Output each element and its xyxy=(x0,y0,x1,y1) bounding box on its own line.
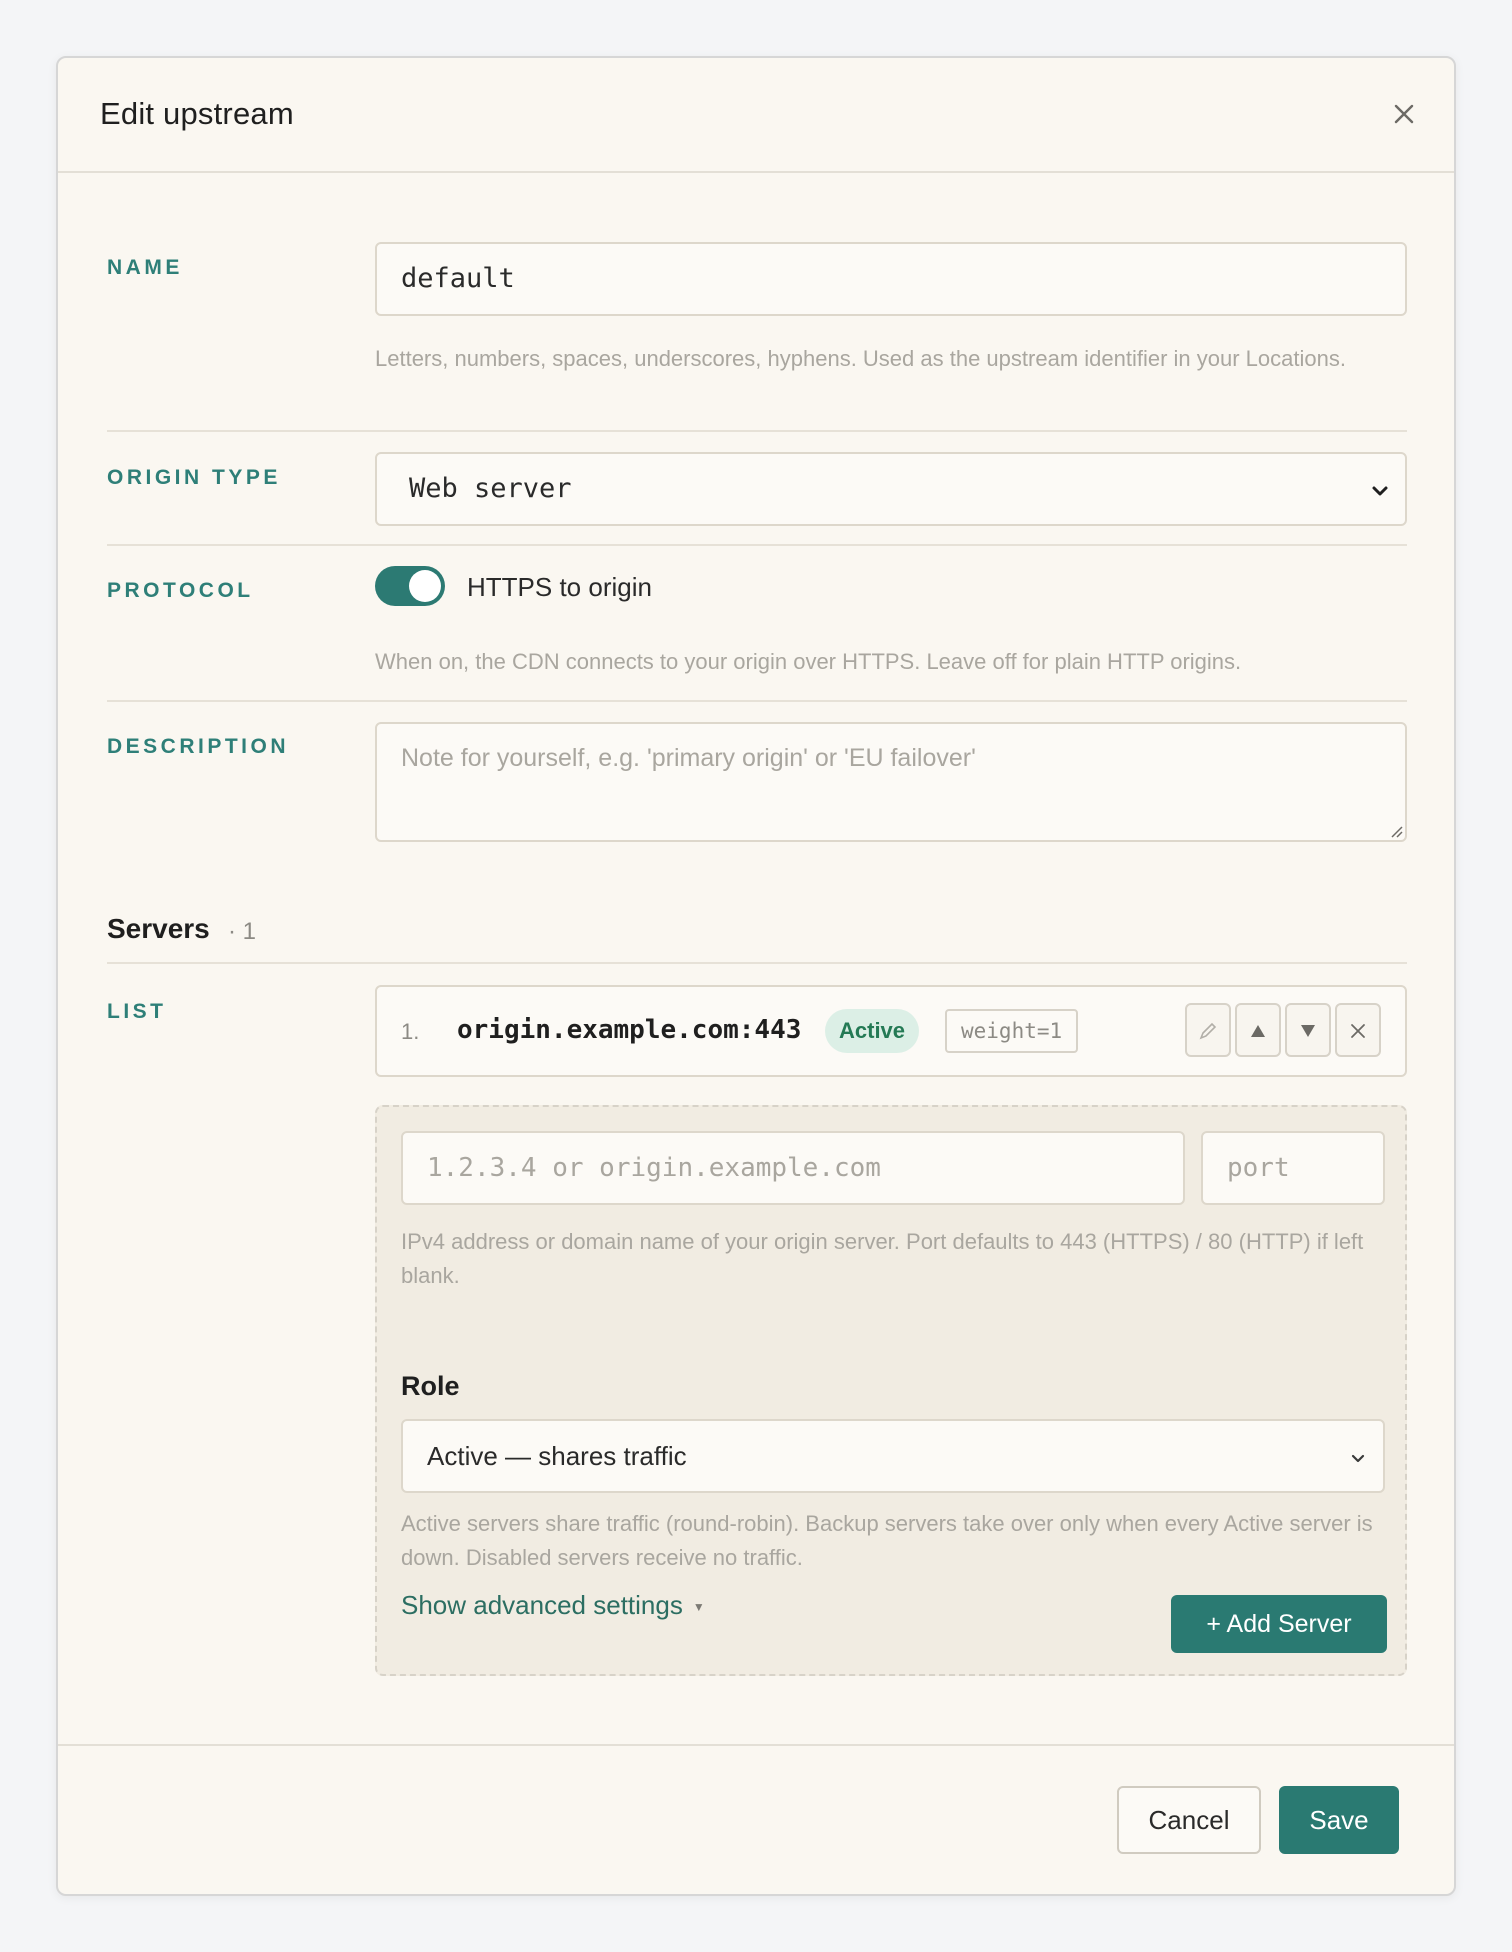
port-input[interactable] xyxy=(1201,1131,1385,1205)
name-input[interactable]: default xyxy=(375,242,1407,316)
role-value: Active — shares traffic xyxy=(427,1441,687,1471)
protocol-help-text: When on, the CDN connects to your origin over HTTPS. Leave off for plain HTTP origins. xyxy=(375,649,1242,674)
status-badge: Active xyxy=(825,1009,919,1053)
toggle-knob xyxy=(409,570,441,602)
dialog-header xyxy=(58,58,1454,173)
resize-grip-icon[interactable] xyxy=(1387,822,1403,838)
host-help-text: IPv4 address or domain name of your origin server. Port defaults to 443 (HTTPS) / 80 (HTTP) if left blank. xyxy=(401,1229,1364,1288)
edit-server-button[interactable] xyxy=(1185,1003,1231,1057)
divider xyxy=(107,700,1407,702)
role-label: Role xyxy=(401,1371,460,1401)
divider xyxy=(107,430,1407,432)
name-label: NAME xyxy=(107,256,183,279)
origin-type-label: ORIGIN TYPE xyxy=(107,466,281,489)
add-server-panel xyxy=(375,1105,1407,1676)
cancel-button[interactable]: Cancel xyxy=(1117,1786,1261,1854)
chevron-down-icon xyxy=(1369,480,1391,502)
move-down-button[interactable] xyxy=(1285,1003,1331,1057)
edit-upstream-dialog xyxy=(56,56,1456,1896)
save-button[interactable]: Save xyxy=(1279,1786,1399,1854)
description-label: DESCRIPTION xyxy=(107,735,290,758)
divider xyxy=(107,962,1407,964)
role-help-text: Active servers share traffic (round-robin). Backup servers take over only when every Active server is down. Disabled servers receive no traffic. xyxy=(401,1511,1373,1570)
chevron-down-icon xyxy=(1347,1447,1369,1469)
role-select[interactable] xyxy=(401,1419,1385,1493)
origin-type-select[interactable] xyxy=(375,452,1407,526)
https-toggle[interactable] xyxy=(375,566,445,606)
servers-heading: Servers xyxy=(107,913,210,944)
server-host: origin.example.com:443 xyxy=(457,1015,802,1045)
origin-type-value: Web server xyxy=(409,473,572,504)
host-placeholder: 1.2.3.4 or origin.example.com xyxy=(427,1153,881,1183)
move-up-button[interactable] xyxy=(1235,1003,1281,1057)
caret-down-icon: ▼ xyxy=(692,1600,705,1615)
pencil-icon xyxy=(1197,1020,1219,1042)
advanced-link-label: Show advanced settings xyxy=(401,1590,683,1620)
server-index: 1. xyxy=(401,1019,420,1044)
triangle-up-icon xyxy=(1249,1022,1267,1040)
port-placeholder: port xyxy=(1227,1153,1290,1183)
add-server-button[interactable]: + Add Server xyxy=(1171,1595,1387,1653)
https-toggle-label: HTTPS to origin xyxy=(467,572,652,602)
name-help-text: Letters, numbers, spaces, underscores, hyphens. Used as the upstream identifier in your Locations. xyxy=(375,346,1346,371)
list-label: LIST xyxy=(107,1000,167,1023)
close-icon xyxy=(1348,1021,1368,1041)
server-list-item xyxy=(375,985,1407,1077)
footer-divider xyxy=(58,1744,1454,1746)
description-placeholder: Note for yourself, e.g. 'primary origin' or 'EU failover' xyxy=(401,744,976,772)
protocol-label: PROTOCOL xyxy=(107,579,254,602)
dialog-title: Edit upstream xyxy=(100,96,294,131)
triangle-down-icon xyxy=(1299,1022,1317,1040)
divider xyxy=(107,544,1407,546)
remove-server-button[interactable] xyxy=(1335,1003,1381,1057)
show-advanced-settings-link[interactable] xyxy=(401,1590,705,1621)
servers-count: · 1 xyxy=(228,918,257,945)
weight-tag: weight=1 xyxy=(945,1009,1078,1053)
close-icon[interactable] xyxy=(1388,98,1420,130)
host-input[interactable] xyxy=(401,1131,1185,1205)
description-textarea[interactable] xyxy=(375,722,1407,842)
